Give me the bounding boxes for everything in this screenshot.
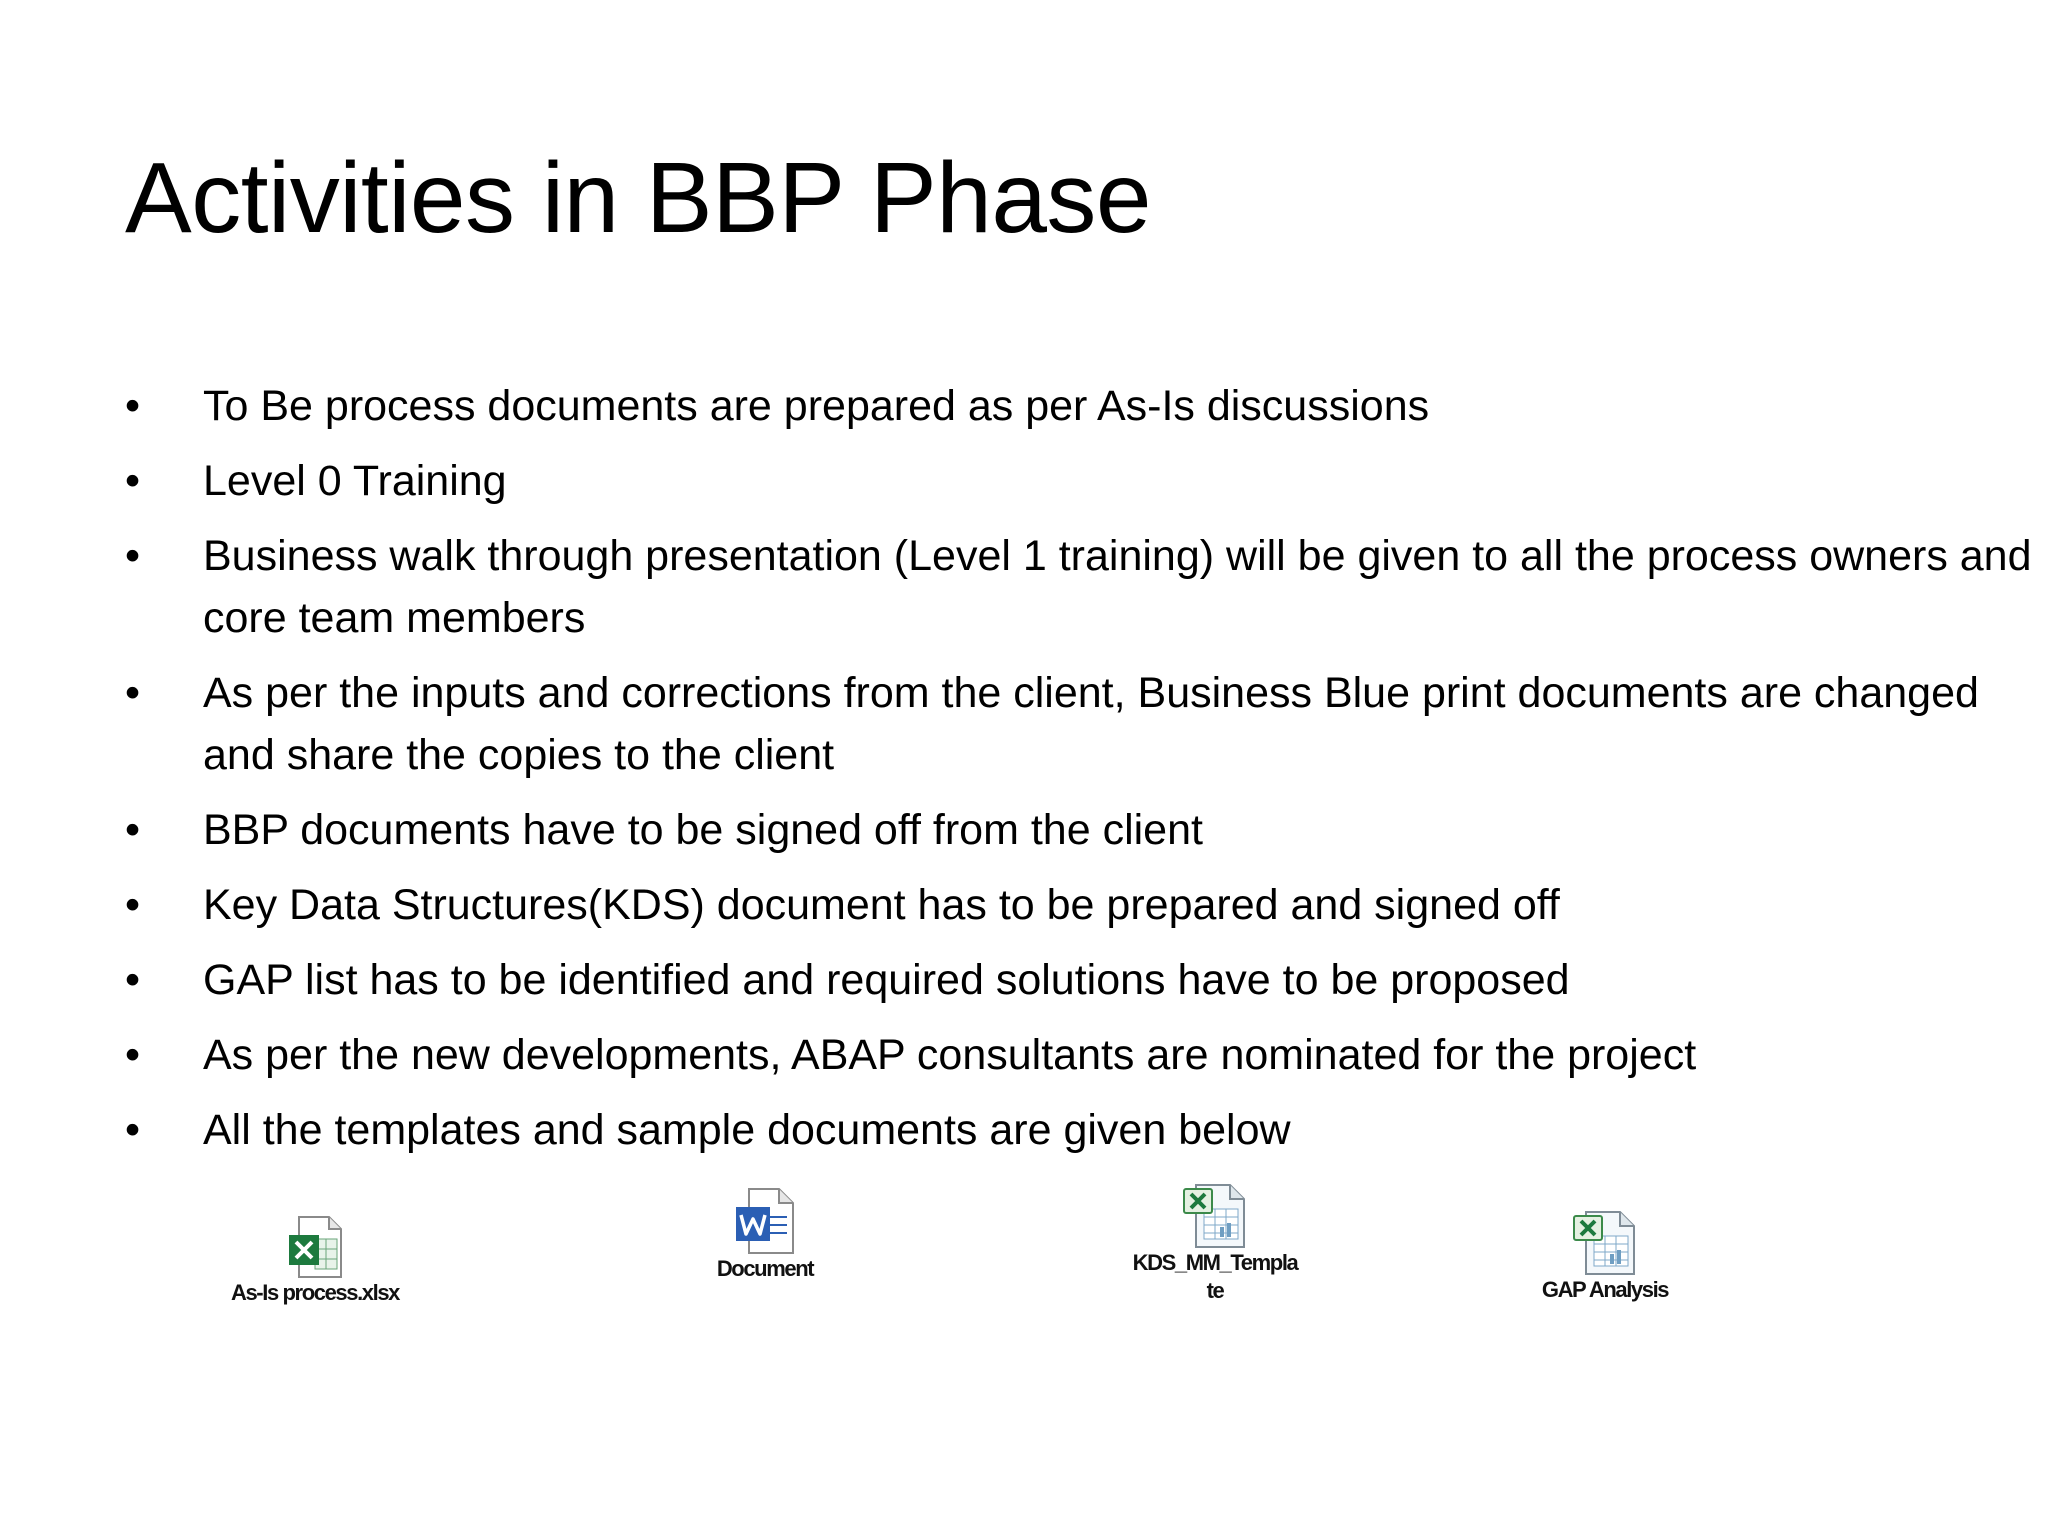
attachment-gap-analysis[interactable]	[1505, 1210, 1705, 1304]
bullet-text: All the templates and sample documents are given below	[203, 1106, 1291, 1154]
list-item	[125, 375, 2043, 437]
attachment-document[interactable]	[690, 1187, 840, 1283]
bullet-marker: •	[125, 881, 141, 929]
attachment-label: As-Is process.xlsx	[230, 1280, 400, 1305]
attachment-kds-mm-template[interactable]	[1105, 1183, 1325, 1305]
bullet-list	[125, 375, 2032, 1174]
list-item	[125, 525, 2043, 649]
excel-worksheet-icon	[1182, 1183, 1248, 1249]
list-item	[125, 1099, 2043, 1161]
bullet-text: As per the new developments, ABAP consultants are nominated for the project	[203, 1031, 1697, 1079]
attachment-label: KDS_MM_Templa te	[1132, 1250, 1298, 1303]
bullet-text: Level 0 Training	[203, 457, 507, 505]
list-item	[125, 874, 2043, 936]
attachment-label: GAP Analysis	[1541, 1277, 1669, 1302]
bullet-marker: •	[125, 669, 141, 717]
list-item	[125, 450, 2043, 512]
attachment-as-is-process[interactable]	[225, 1215, 405, 1307]
bullet-marker: •	[125, 806, 141, 854]
bullet-marker: •	[125, 532, 141, 580]
list-item	[125, 662, 2043, 786]
word-file-icon	[733, 1187, 797, 1255]
bullet-marker: •	[125, 457, 141, 505]
bullet-marker: •	[125, 956, 141, 1004]
list-item	[125, 1024, 2043, 1086]
attachment-label: Document	[716, 1256, 814, 1281]
bullet-text: Business walk through presentation (Level 1 training) will be given to all the process owners and core team members	[203, 532, 2032, 642]
slide-title: Activities in BBP Phase	[125, 142, 1152, 254]
list-item	[125, 949, 2043, 1011]
bullet-text: To Be process documents are prepared as per As-Is discussions	[203, 382, 1430, 430]
bullet-text: As per the inputs and corrections from the client, Business Blue print documents are changed and share the copies to the client	[203, 669, 1979, 779]
bullet-marker: •	[125, 382, 141, 430]
list-item	[125, 799, 2043, 861]
bullet-marker: •	[125, 1106, 141, 1154]
bullet-marker: •	[125, 1031, 141, 1079]
bullet-text: GAP list has to be identified and required solutions have to be proposed	[203, 956, 1570, 1004]
bullet-text: BBP documents have to be signed off from the client	[203, 806, 1203, 854]
excel-file-icon	[285, 1215, 345, 1279]
bullet-text: Key Data Structures(KDS) document has to be prepared and signed off	[203, 881, 1560, 929]
excel-worksheet-icon	[1572, 1210, 1638, 1276]
embedded-attachments	[0, 1175, 2048, 1345]
